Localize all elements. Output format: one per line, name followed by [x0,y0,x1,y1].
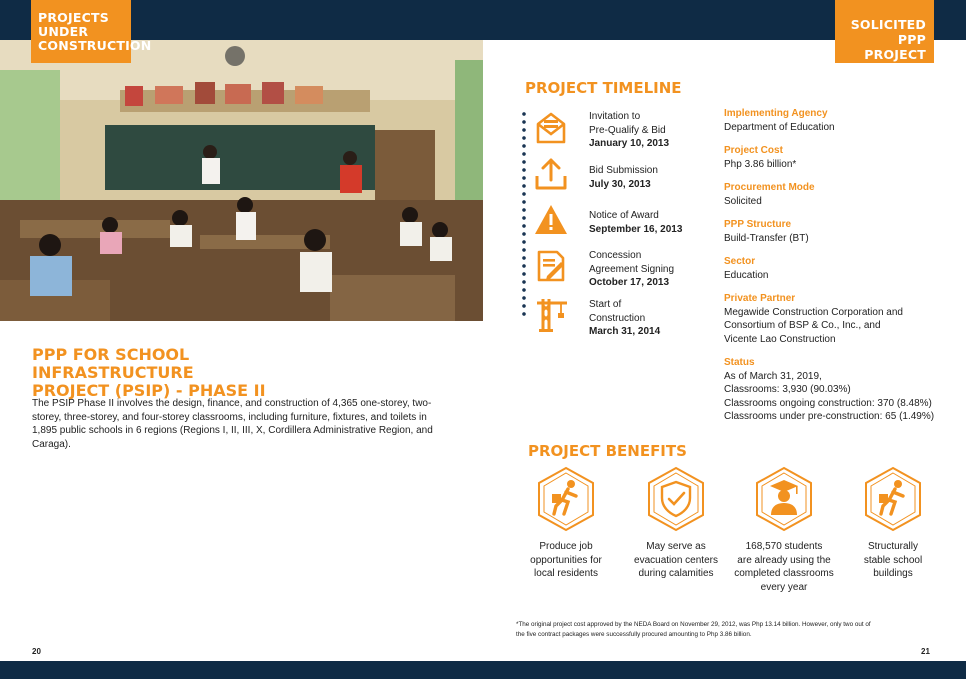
worker-icon [863,466,923,532]
detail-value: Department of Education [724,121,835,133]
timeline-item [533,202,713,242]
detail-status [724,356,954,424]
timeline-item-date: September 16, 2013 [589,223,683,235]
timeline-item [533,248,713,288]
classroom-photo [0,40,483,321]
detail-project-cost [724,144,954,171]
benefit-item [516,466,616,581]
tag-line: PPP PROJECT [864,32,926,62]
benefit-caption: opportunities for [530,554,602,566]
benefit-caption: stable school [863,554,923,566]
benefit-caption: evacuation centers [634,554,718,566]
detail-private-partner [724,292,954,346]
project-title [32,346,332,400]
upload-icon [533,156,569,192]
tag-line: UNDER [38,24,89,39]
benefit-caption: every year [760,581,808,593]
bottom-band [0,661,966,679]
detail-label: Procurement Mode [724,182,815,193]
detail-label: Project Cost [724,145,783,156]
benefit-caption: completed classrooms [734,568,834,579]
benefit-caption: buildings [873,568,913,579]
timeline-title: PROJECT TIMELINE [525,79,682,97]
timeline-item [533,110,713,150]
footnote [516,620,936,639]
benefit-caption: during calamities [638,568,714,579]
detail-value: Build-Transfer (BT) [724,232,809,244]
detail-value: Php 3.86 billion* [724,158,797,170]
detail-sector [724,255,954,282]
detail-label: PPP Structure [724,219,792,230]
timeline-dotted-line [521,110,527,320]
warning-icon [533,202,569,238]
detail-value: Vicente Lao Construction [724,333,836,345]
timeline-item-date: January 10, 2013 [589,138,670,149]
tag-line: PROJECTS [38,10,109,25]
project-title-line: PROJECT (PSIP) - PHASE II [32,381,266,400]
benefit-caption: local residents [534,568,598,579]
tag-line: CONSTRUCTION [38,38,152,53]
timeline-item [533,297,713,337]
detail-value: Megawide Construction Corporation and [724,306,903,318]
detail-value: Classrooms: 3,930 (90.03%) [724,384,851,395]
document-edit-icon [533,248,569,284]
timeline-item-date: March 31, 2014 [589,326,661,337]
timeline-item-date: October 17, 2013 [589,277,670,288]
benefit-caption: 168,570 students [745,541,823,552]
project-title-line: PPP FOR SCHOOL INFRASTRUCTURE [32,345,194,382]
tag-line: SOLICITED [850,17,926,32]
benefit-caption: Produce job [539,541,593,552]
benefit-item [734,466,834,594]
timeline-item-label: Concession [589,250,642,261]
page-number-left: 20 [32,647,41,656]
benefit-caption: Structurally [867,541,918,552]
footnote-line: the five contract packages were successfully procured amounting to Php 3.86 billion. [516,630,752,638]
graduate-icon [754,466,814,532]
section-tag-left [31,0,152,63]
detail-value: Solicited [724,195,762,207]
worker-icon [536,466,596,532]
timeline-item-label: Start of [589,299,622,310]
project-details [724,107,954,434]
timeline-item-label: Invitation to [589,111,641,122]
timeline-item-date: July 30, 2013 [589,178,651,190]
detail-value: Classrooms under pre-construction: 65 (1.49%) [724,411,935,422]
detail-ppp-structure [724,218,954,245]
project-description: The PSIP Phase II involves the design, finance, and construction of 4,365 one-storey, two-storey, three-storey, and four-storey classrooms, including furniture, fixtures, and toilets in 1,895 public schools in 6 regions (Regions I, II, III, X, Cordillera Administrative Region, and Caraga). [32,398,433,450]
detail-implementing-agency [724,107,954,134]
timeline-item-label: Construction [589,312,646,324]
detail-value: Classrooms ongoing construction: 370 (8.48%) [724,397,932,409]
top-band [0,0,966,40]
page-number-right: 21 [921,647,930,656]
timeline-item [533,156,713,196]
detail-label: Implementing Agency [724,108,828,119]
timeline-item-label: Pre-Qualify & Bid [589,124,666,136]
footnote-line: *The original project cost approved by the NEDA Board on November 29, 2012, was Php 13.14 billion. However, only two out of [516,621,871,628]
benefits-title: PROJECT BENEFITS [528,442,687,460]
envelope-icon [533,110,569,146]
detail-label: Status [724,357,755,368]
detail-value: As of March 31, 2019, [724,370,822,382]
detail-value: Education [724,269,769,281]
benefit-item [843,466,943,581]
timeline-item-label: Agreement Signing [589,263,675,275]
detail-procurement-mode [724,181,954,208]
benefit-caption: are already using the [737,554,831,566]
timeline-item-label: Notice of Award [589,210,659,221]
detail-label: Sector [724,256,756,267]
detail-label: Private Partner [724,293,796,304]
timeline-item-label: Bid Submission [589,165,658,176]
crane-icon [533,297,569,333]
shield-check-icon [646,466,706,532]
section-tag-right [835,0,934,63]
detail-value: Consortium of BSP & Co., Inc., and [724,320,881,331]
benefit-item [626,466,726,581]
benefit-caption: May serve as [646,541,706,552]
